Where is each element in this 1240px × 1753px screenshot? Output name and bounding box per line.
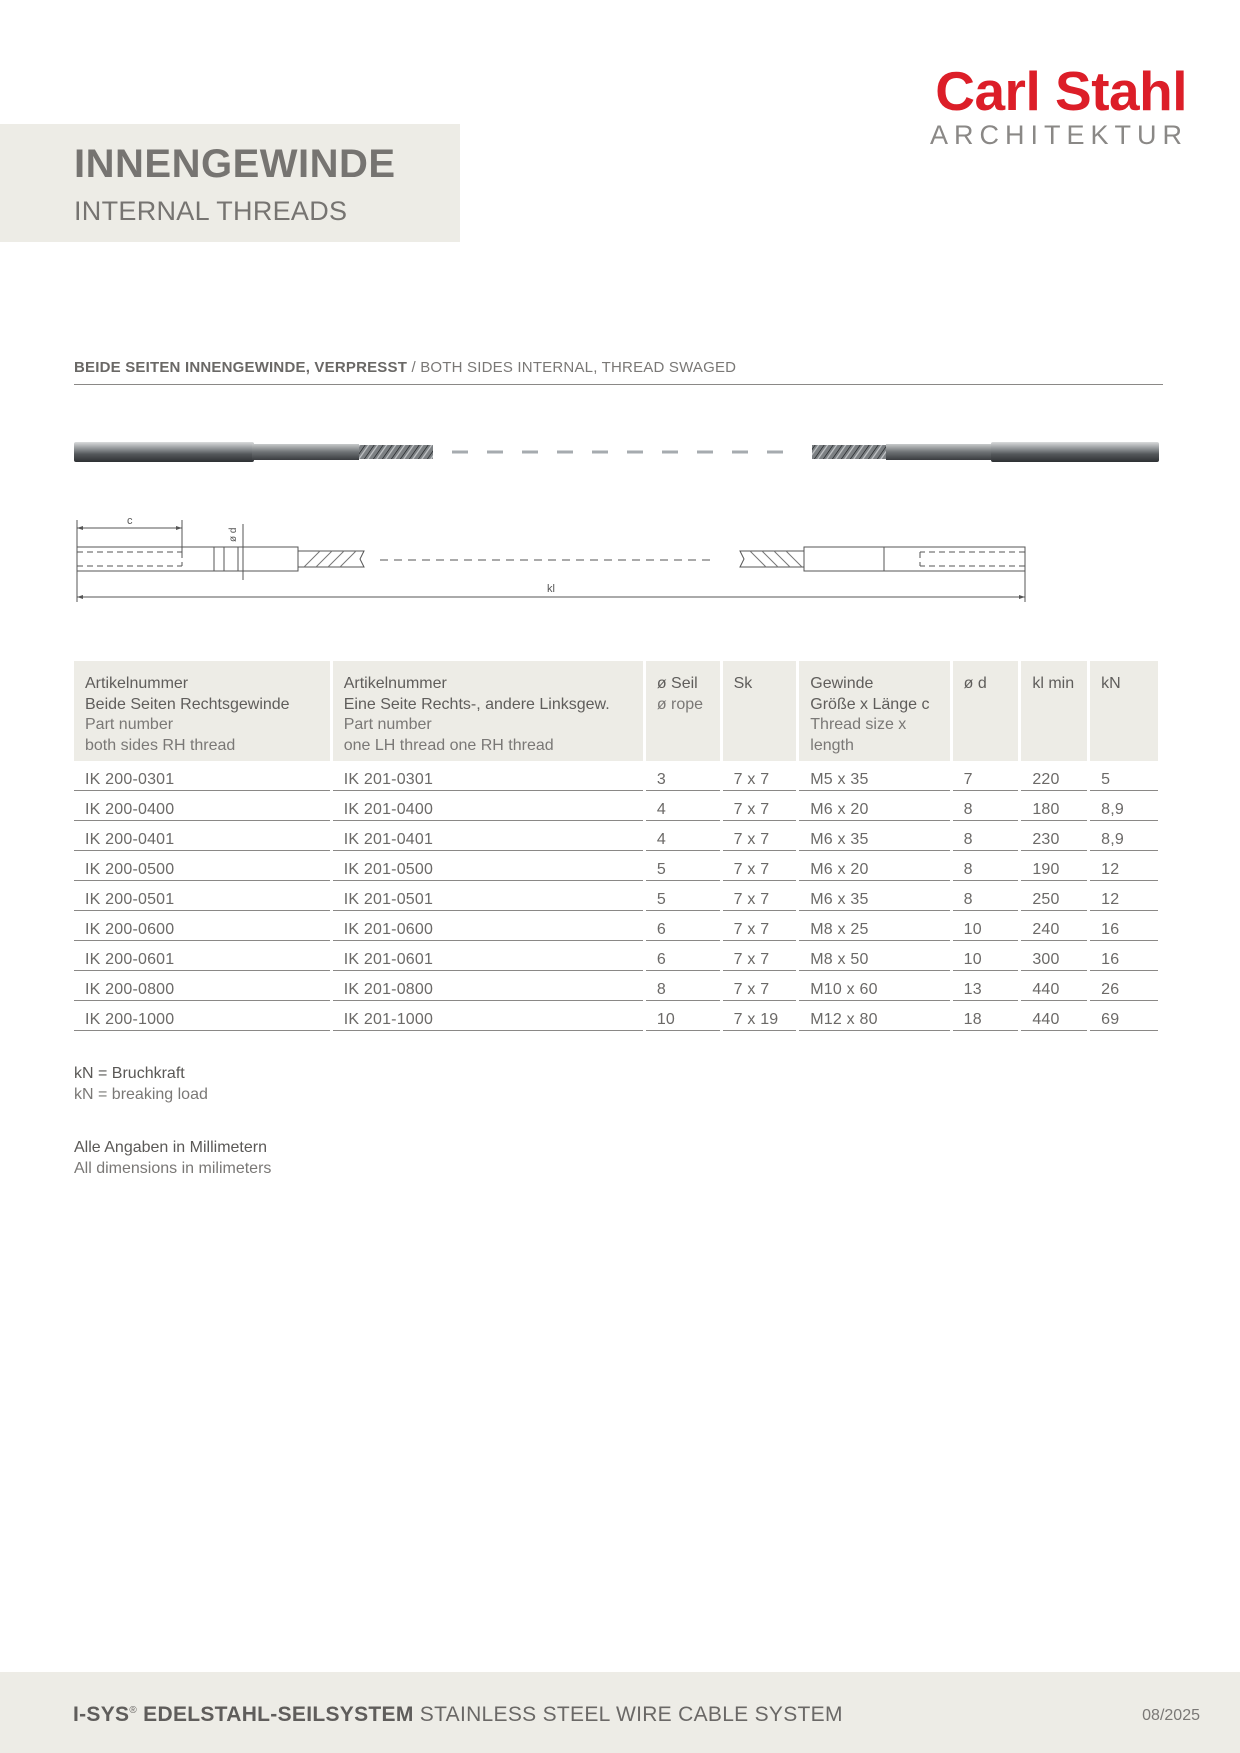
table-row	[74, 851, 1158, 881]
cell-part-number-rh: IK 200-0301	[74, 761, 330, 791]
cell-sk: 7 x 7	[723, 791, 797, 821]
technical-drawing	[74, 510, 1034, 610]
cell-thread: M6 x 20	[799, 851, 949, 881]
footer-brand: I-SYS	[73, 1703, 130, 1726]
cell-kn: 16	[1090, 941, 1158, 971]
cell-kl-min: 440	[1021, 1001, 1087, 1031]
cell-diameter-d: 8	[953, 791, 1019, 821]
cell-part-number-lh-rh: IK 201-0400	[333, 791, 643, 821]
header-label: both sides RH thread	[85, 736, 236, 754]
header-label: Artikelnummer	[343, 675, 447, 692]
cell-thread: M8 x 50	[799, 941, 949, 971]
cell-part-number-lh-rh: IK 201-0301	[333, 761, 643, 791]
cell-part-number-rh: IK 200-0401	[74, 821, 330, 851]
header-label: Part number	[85, 716, 174, 733]
cell-kl-min: 230	[1021, 821, 1087, 851]
cell-kn: 8,9	[1090, 791, 1158, 821]
cell-kl-min: 220	[1021, 761, 1087, 791]
cell-diameter-d: 10	[953, 911, 1019, 941]
cell-kl-min: 180	[1021, 791, 1087, 821]
cell-thread: M6 x 20	[799, 791, 949, 821]
cell-kn: 12	[1090, 851, 1158, 881]
cell-sk: 7 x 7	[723, 911, 797, 941]
header-label: kl min	[1032, 675, 1075, 692]
spec-table	[71, 661, 1161, 1031]
header-label: one LH thread one RH thread	[343, 736, 554, 754]
note-dimensions	[74, 1137, 271, 1179]
header-label: ø d	[963, 675, 987, 692]
cell-sk: 7 x 7	[723, 821, 797, 851]
header-label: Beide Seiten Rechtsgewinde	[85, 695, 290, 713]
logo-wordmark: Carl Stahl	[935, 60, 1187, 122]
table-row	[74, 971, 1158, 1001]
header-label: ø Seil	[656, 675, 698, 692]
cell-part-number-lh-rh: IK 201-0600	[333, 911, 643, 941]
note-breaking-load	[74, 1063, 208, 1105]
header-kn	[1090, 661, 1158, 761]
cell-rope-diameter: 3	[646, 761, 720, 791]
cell-diameter-d: 8	[953, 881, 1019, 911]
cell-kl-min: 300	[1021, 941, 1087, 971]
section-heading	[74, 359, 1163, 385]
header-kl-min	[1021, 661, 1087, 761]
cell-rope-diameter: 10	[646, 1001, 720, 1031]
table-header-row	[74, 661, 1158, 761]
header-label: Thread size x	[810, 716, 907, 733]
table-row	[74, 821, 1158, 851]
cell-sk: 7 x 19	[723, 1001, 797, 1031]
product-photo	[74, 436, 1159, 462]
cell-kn: 8,9	[1090, 821, 1158, 851]
cell-part-number-rh: IK 200-0501	[74, 881, 330, 911]
cell-rope-diameter: 5	[646, 881, 720, 911]
footer-description: STAINLESS STEEL WIRE CABLE SYSTEM	[413, 1703, 843, 1726]
cell-thread: M12 x 80	[799, 1001, 949, 1031]
table-row	[74, 941, 1158, 971]
cell-kn: 12	[1090, 881, 1158, 911]
footer-brand-rest: EDELSTAHL-SEILSYSTEM	[137, 1703, 414, 1726]
table-row	[74, 791, 1158, 821]
header-label: Sk	[733, 675, 753, 692]
cell-kn: 5	[1090, 761, 1158, 791]
header-label: Eine Seite Rechts-, andere Linksgew.	[343, 695, 610, 713]
cell-part-number-lh-rh: IK 201-0601	[333, 941, 643, 971]
cell-part-number-lh-rh: IK 201-0401	[333, 821, 643, 851]
section-heading-de: BEIDE SEITEN INNENGEWINDE, VERPRESST	[74, 359, 408, 376]
note-dims-de: Alle Angaben in Millimetern	[74, 1139, 267, 1156]
fitting-left	[74, 442, 433, 462]
cell-kn: 26	[1090, 971, 1158, 1001]
cell-kl-min: 240	[1021, 911, 1087, 941]
header-label: Größe x Länge c	[810, 695, 930, 713]
page-subtitle: INTERNAL THREADS	[74, 196, 348, 226]
cell-sk: 7 x 7	[723, 881, 797, 911]
cell-part-number-lh-rh: IK 201-0501	[333, 881, 643, 911]
header-part-number-rh	[74, 661, 330, 761]
header-label: kN	[1101, 675, 1121, 692]
fitting-right	[812, 442, 1159, 462]
table-row	[74, 881, 1158, 911]
cell-thread: M8 x 25	[799, 911, 949, 941]
header-sk	[723, 661, 797, 761]
cell-part-number-lh-rh: IK 201-0500	[333, 851, 643, 881]
footer-title	[73, 1703, 843, 1727]
note-dims-en: All dimensions in milimeters	[74, 1160, 272, 1177]
cell-rope-diameter: 4	[646, 791, 720, 821]
cell-thread: M6 x 35	[799, 821, 949, 851]
cell-kn: 69	[1090, 1001, 1158, 1031]
section-heading-en: BOTH SIDES INTERNAL, THREAD SWAGED	[420, 359, 737, 376]
cell-part-number-rh: IK 200-0601	[74, 941, 330, 971]
cell-part-number-rh: IK 200-0600	[74, 911, 330, 941]
table-row	[74, 1001, 1158, 1031]
cell-kl-min: 190	[1021, 851, 1087, 881]
cell-diameter-d: 8	[953, 851, 1019, 881]
cell-sk: 7 x 7	[723, 761, 797, 791]
cell-sk: 7 x 7	[723, 851, 797, 881]
cell-part-number-rh: IK 200-0500	[74, 851, 330, 881]
cell-kl-min: 440	[1021, 971, 1087, 1001]
cell-thread: M6 x 35	[799, 881, 949, 911]
cell-part-number-rh: IK 200-0800	[74, 971, 330, 1001]
header-thread	[799, 661, 949, 761]
header-label: Gewinde	[810, 675, 874, 692]
cell-thread: M5 x 35	[799, 761, 949, 791]
cell-rope-diameter: 8	[646, 971, 720, 1001]
cell-rope-diameter: 6	[646, 941, 720, 971]
cell-kn: 16	[1090, 911, 1158, 941]
dimension-label-kl: kl	[547, 583, 555, 595]
page-title: INNENGEWINDE	[74, 142, 396, 186]
note-kn-en: kN = breaking load	[74, 1086, 208, 1103]
cell-diameter-d: 13	[953, 971, 1019, 1001]
cell-diameter-d: 8	[953, 821, 1019, 851]
cell-part-number-lh-rh: IK 201-0800	[333, 971, 643, 1001]
cell-sk: 7 x 7	[723, 941, 797, 971]
note-kn-de: kN = Bruchkraft	[74, 1065, 185, 1082]
table-row	[74, 761, 1158, 791]
header-part-number-lh-rh	[333, 661, 643, 761]
cell-diameter-d: 18	[953, 1001, 1019, 1031]
cell-diameter-d: 7	[953, 761, 1019, 791]
cell-rope-diameter: 4	[646, 821, 720, 851]
header-label: ø rope	[656, 695, 704, 713]
footer-registered-mark: ®	[129, 1705, 138, 1716]
cell-part-number-rh: IK 200-0400	[74, 791, 330, 821]
section-heading-separator: /	[407, 359, 421, 376]
cell-rope-diameter: 5	[646, 851, 720, 881]
header-label: Part number	[343, 716, 432, 733]
dimension-label-c: c	[127, 515, 133, 527]
cell-part-number-lh-rh: IK 201-1000	[333, 1001, 643, 1031]
cell-diameter-d: 10	[953, 941, 1019, 971]
header-label: Artikelnummer	[85, 675, 189, 692]
cell-rope-diameter: 6	[646, 911, 720, 941]
dimension-label-d: ø d	[228, 527, 239, 542]
header-diameter-d	[953, 661, 1019, 761]
footer-date: 08/2025	[1142, 1707, 1200, 1724]
cell-part-number-rh: IK 200-1000	[74, 1001, 330, 1031]
cell-kl-min: 250	[1021, 881, 1087, 911]
table-row	[74, 911, 1158, 941]
cell-thread: M10 x 60	[799, 971, 949, 1001]
header-label: length	[810, 736, 854, 754]
cell-sk: 7 x 7	[723, 971, 797, 1001]
logo-subline: ARCHITEKTUR	[929, 120, 1188, 150]
header-rope-diameter	[646, 661, 720, 761]
